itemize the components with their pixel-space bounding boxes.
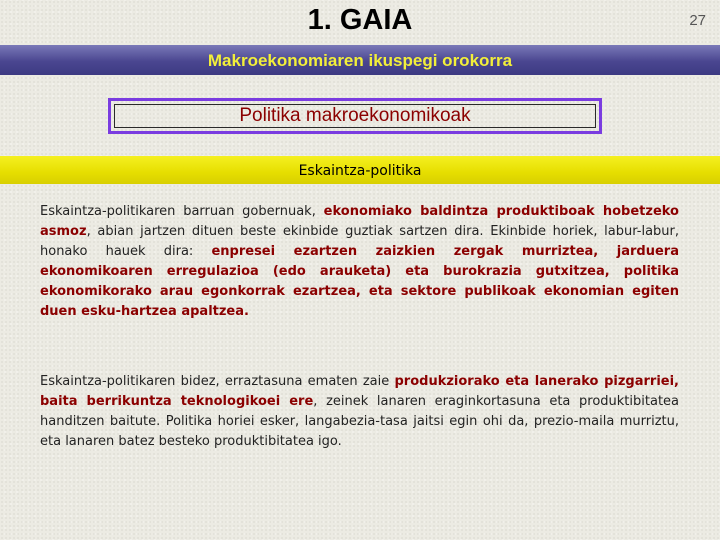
subtitle-text: Makroekonomiaren ikuspegi orokorra [207, 51, 513, 70]
paragraph-2-text-b: , zeinek lanaren eraginkortasuna eta produktibitatea handitzen baitute. Politika horiei esker, langabezia-tasa jaitsi egin ohi da, prezio-maila murriztu, eta lanaren batez besteko produktibitatea igo. [40, 394, 679, 449]
page-number: 27 [689, 12, 706, 29]
paragraph-1-highlight-b: enpresei ezartzen zaizkien zergak murriztea, jarduera ekonomikoaren erregulazioa (edo arauketa) eta burokrazia gutxitzea, politika ekonomikorako arau egonkorrak ezartzea, eta sektore publikoak ekonomian egiten duen esku-hartzea apaltzea. [40, 244, 679, 319]
section-title-box [108, 98, 602, 134]
paragraph-1-text-b: , abian jartzen dituen beste ekinbide guztiak sartzen dira. Ekinbide horiek, labur-labur, honako hauek dira: [40, 224, 679, 259]
paragraph-2 [40, 372, 679, 452]
paragraph-1 [40, 202, 679, 322]
paragraph-1-text-a: Eskaintza-politikaren barruan gobernuak, [40, 204, 324, 219]
paragraph-1-highlight-a: ekonomiako baldintza produktiboak hobetzeko asmoz [40, 204, 679, 239]
section-title-text: Politika makroekonomikoak [239, 105, 471, 126]
topic-heading: Eskaintza-politika [298, 163, 422, 179]
paragraph-2-highlight-a: produkziorako eta lanerako pizgarriei, baita berrikuntza teknologikoei ere [40, 374, 679, 409]
slide-title: 1. GAIA [307, 4, 413, 36]
paragraph-2-text-a: Eskaintza-politikaren bidez, erraztasuna ematen zaie [40, 374, 395, 389]
